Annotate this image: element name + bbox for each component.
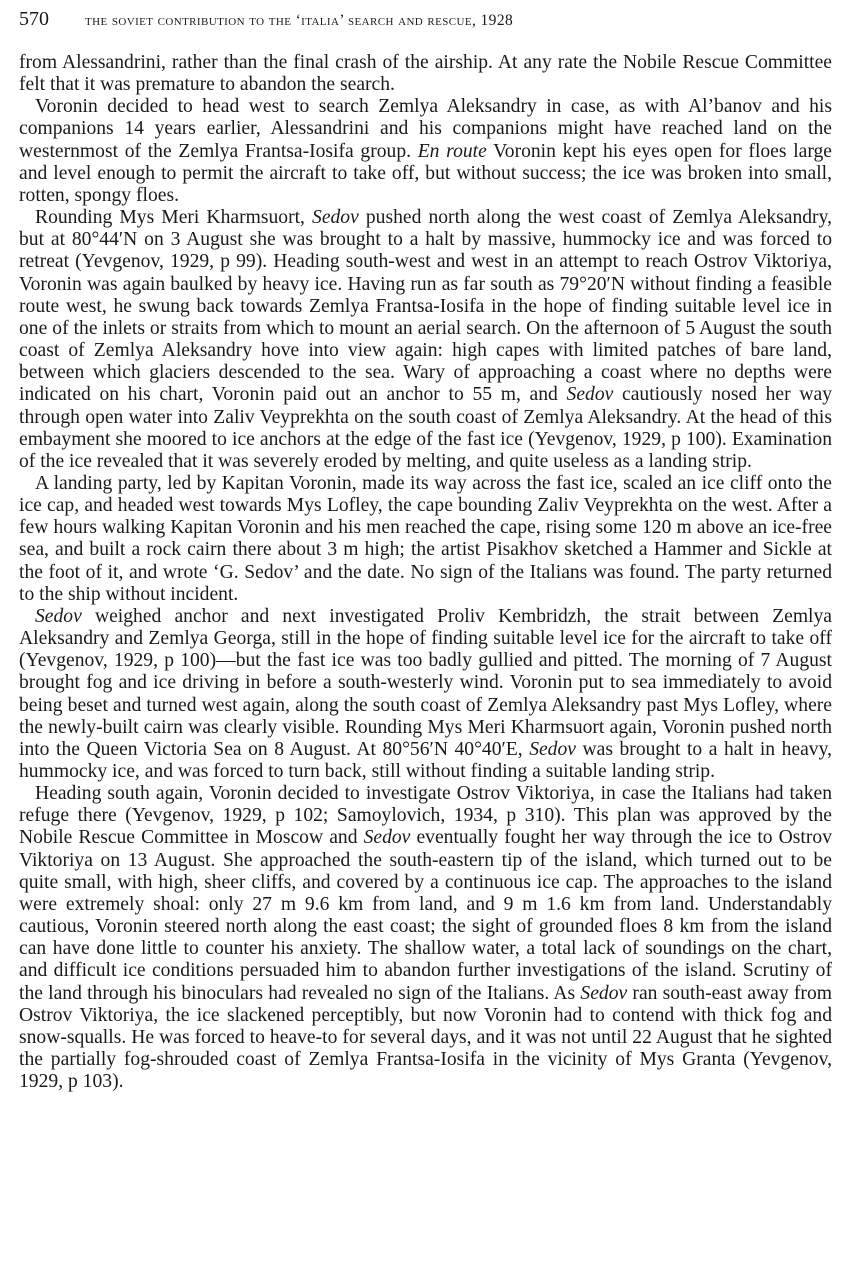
paragraph (19, 606, 832, 783)
text-run: Heading south again, Voronin decided to investigate Ostrov Viktoriya, in case the Italians had taken refuge there (Yevgenov, 1929, p 102; Samoylovich, 1934, p 310). This plan was approved by the Nobile Rescue Committee in Moscow and (19, 783, 832, 849)
paragraph (19, 783, 832, 1093)
paragraph (19, 96, 832, 207)
text-run: Voronin kept his eyes open for floes large and level enough to permit the aircraft to take off, but without success; the ice was broken into small, rotten, spongy floes. (19, 140, 832, 206)
italic-text: Sedov (566, 384, 614, 406)
page-number: 570 (19, 8, 49, 30)
text-run: pushed north along the west coast of Zemlya Aleksandry, but at 80°44′N on 3 August she was brought to a halt by massive, hummocky ice and was forced to retreat (Yevgenov, 1929, p 99). Heading south-west and west in an attempt to reach Ostrov Viktoriya, Voronin was again baulked by heavy ice. Having run as far south as 79°20′N without finding a feasible route west, he swung back towards Zemlya Frantsa-Iosifa in the hope of finding suitable level ice in one of the inlets or straits from which to mount an aerial search. On the afternoon of 5 August the south coast of Zemlya Aleksandry hove into view again: high capes with limited patches of bare land, between which glaciers descended to the sea. Wary of approaching a coast where no depths were indicated on his chart, Voronin paid out an anchor to 55 m, and (19, 207, 832, 406)
text-run: ran south-east away from Ostrov Viktoriya, the ice slackened perceptibly, but now Voronin had to contend with thick fog and snow-squalls. He was forced to heave-to for several days, and it was not until 22 August that he sighted the partially fog-shrouded coast of Zemlya Frantsa-Iosifa in the vicinity of Mys Granta (Yevgenov, 1929, p 103). (19, 982, 832, 1093)
text-run: A landing party, led by Kapitan Voronin, made its way across the fast ice, scaled an ice cliff onto the ice cap, and headed west towards Mys Lofley, the cape bounding Zaliv Veyprekhta on the west. After a few hours walking Kapitan Voronin and his men reached the cape, rising some 120 m above an ice-free sea, and built a rock cairn there about 3 m high; the artist Pisakhov sketched a Hammer and Sickle at the foot of it, and wrote ‘G. Sedov’ and the date. No sign of the Italians was found. The party returned to the ship without incident. (19, 472, 832, 605)
text-run: Voronin decided to head west to search Zemlya Aleksandry in case, as with Al’banov and his companions 14 years earlier, Alessandrini and his companions might have reached land on the westernmost of the Zemlya Frantsa-Iosifa group. (19, 96, 832, 162)
running-title: the soviet contribution to the ‘italia’ search and rescue, 1928 (85, 12, 514, 29)
text-run: Rounding Mys Meri Kharmsuort, (35, 207, 313, 229)
paragraph (19, 52, 832, 96)
body-text (19, 52, 832, 1093)
paragraph (19, 473, 832, 606)
text-run: weighed anchor and next investigated Proliv Kembridzh, the strait between Zemlya Aleksandry and Zemlya Georga, still in the hope of finding suitable level ice for the aircraft to take off (Yevgenov, 1929, p 100)—but the fast ice was too badly gullied and pitted. The morning of 7 August brought fog and ice driving in before a south-westerly wind. Voronin put to sea immediately to avoid being beset and turned west again, along the south coast of Zemlya Aleksandry past Mys Lofley, where the newly-built cairn was clearly visible. Rounding Mys Meri Kharmsuort again, Voronin pushed north into the Queen Victoria Sea on 8 August. At 80°56′N 40°40′E, (19, 605, 832, 760)
italic-text: En route (417, 140, 487, 162)
text-run: cautiously nosed her way through open water into Zaliv Veyprekhta on the south coast of Zemlya Aleksandry. At the head of this embayment she moored to ice anchors at the edge of the fast ice (Yevgenov, 1929, p 100). Examination of the ice revealed that it was severely eroded by melting, and quite useless as a landing strip. (19, 384, 832, 472)
italic-text: Sedov (312, 207, 359, 229)
text-run: from Alessandrini, rather than the final crash of the airship. At any rate the Nobile Rescue Committee felt that it was premature to abandon the search. (19, 52, 832, 96)
italic-text: Sedov (529, 738, 576, 760)
text-run: eventually fought her way through the ice to Ostrov Viktoriya on 13 August. She approached the south-eastern tip of the island, which turned out to be quite small, with high, sheer cliffs, and covered by a continuous ice cap. The approaches to the island were extremely shoal: only 27 m 9.6 km from land, and 9 m 1.6 km from land. Understandably cautious, Voronin steered north along the east coast; the sight of grounded floes 8 km from the island can have done little to counter his anxiety. The shallow water, a total lack of soundings on the chart, and difficult ice conditions persuaded him to abandon further investigations of the island. Scrutiny of the land through his binoculars had revealed no sign of the Italians. As (19, 827, 832, 1004)
italic-text: Sedov (580, 982, 628, 1004)
italic-text: Sedov (35, 605, 82, 627)
italic-text: Sedov (363, 827, 411, 849)
text-run: was brought to a halt in heavy, hummocky ice, and was forced to turn back, still without finding a suitable landing strip. (19, 738, 833, 782)
running-head (19, 8, 832, 42)
paragraph (19, 207, 832, 473)
